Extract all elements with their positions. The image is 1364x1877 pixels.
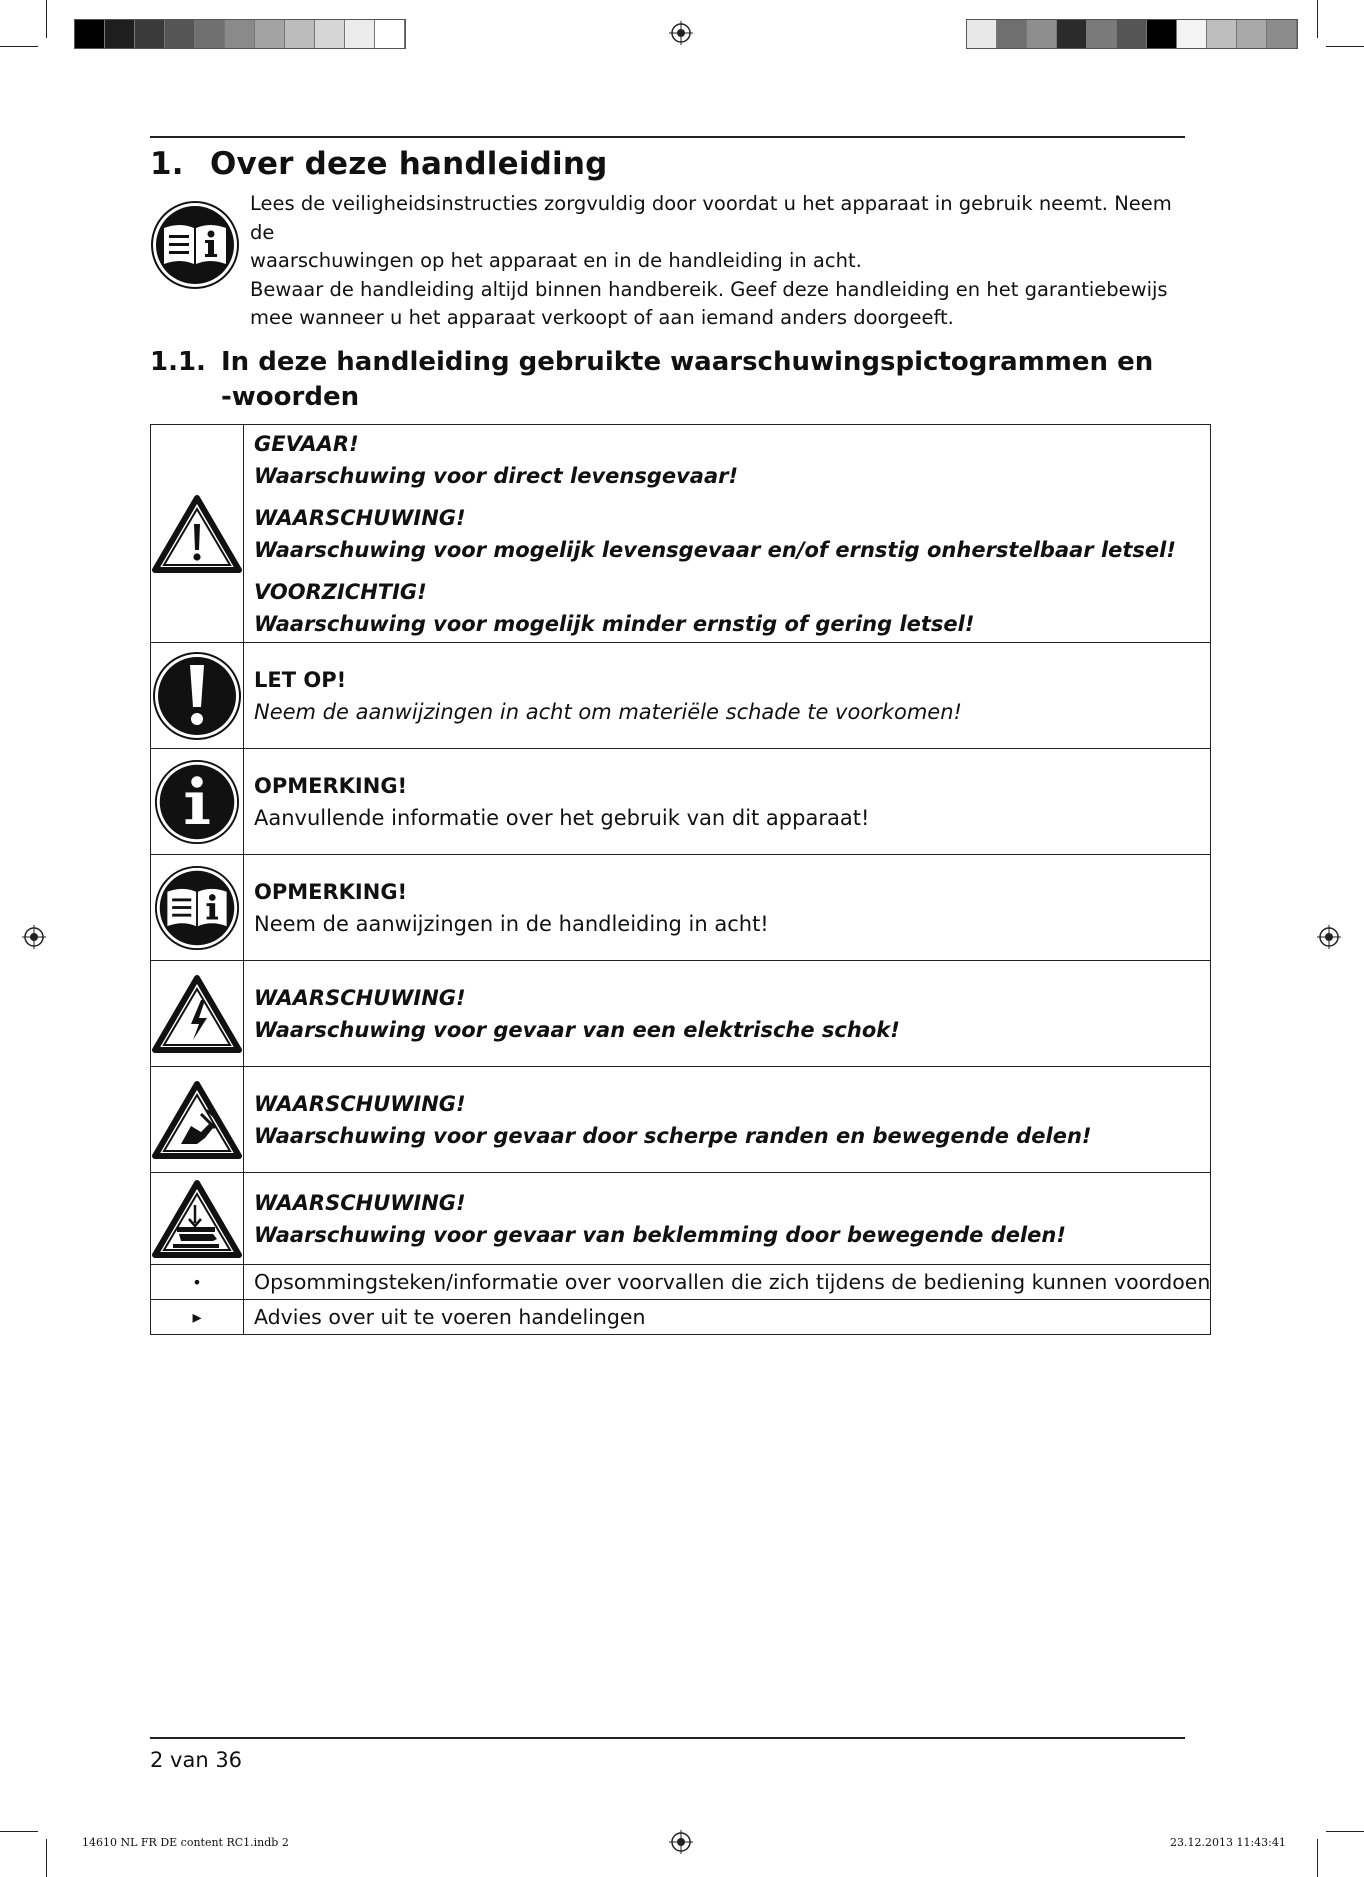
- table-row: [151, 1300, 1211, 1335]
- intro-text: [250, 190, 1190, 333]
- signal-description: Neem de aanwijzingen in de handleiding in acht!: [254, 911, 769, 936]
- color-swatch: [1057, 20, 1087, 48]
- crop-mark: [0, 46, 38, 47]
- print-slug-right: 23.12.2013 11:43:41: [1170, 1836, 1286, 1849]
- crop-mark: [46, 1839, 47, 1877]
- exclamation-circle-icon: [152, 651, 242, 741]
- color-swatch: [375, 20, 405, 48]
- electric-shock-icon: [151, 974, 243, 1054]
- color-swatch: [1267, 20, 1297, 48]
- color-swatch: [315, 20, 345, 48]
- icon-cell: [151, 643, 244, 749]
- signal-description: Waarschuwing voor mogelijk minder ernstig of gering letsel!: [254, 611, 975, 636]
- registration-mark-icon: [22, 925, 46, 949]
- warning-triangle-icon: [151, 494, 243, 574]
- table-row: [151, 1173, 1211, 1265]
- signal-word: WAARSCHUWING!: [254, 1091, 466, 1116]
- arrow-right-icon: ▸: [151, 1300, 244, 1335]
- icon-cell: [151, 425, 244, 643]
- icon-cell: [151, 1067, 244, 1173]
- registration-mark-icon: [669, 21, 693, 45]
- signal-word: OPMERKING!: [254, 879, 408, 904]
- color-swatch: [345, 20, 375, 48]
- color-swatch: [1147, 20, 1177, 48]
- crop-mark: [1317, 0, 1318, 38]
- crush-hazard-icon: [151, 1179, 243, 1259]
- info-circle-icon: [154, 759, 240, 845]
- text-cell: [244, 643, 1211, 749]
- icon-cell: [151, 1173, 244, 1265]
- signal-word: WAARSCHUWING!: [254, 985, 466, 1010]
- signal-description: Opsommingsteken/informatie over voorvallen die zich tijdens de bediening kunnen voordoen: [244, 1265, 1211, 1300]
- intro-line: Lees de veiligheidsinstructies zorgvuldig door voordat u het apparaat in gebruik neemt. Neem de: [250, 192, 1172, 244]
- icon-cell: [151, 855, 244, 961]
- section-number: 1.: [150, 146, 184, 182]
- color-swatch: [967, 20, 997, 48]
- table-row: [151, 1067, 1211, 1173]
- crop-mark: [1326, 46, 1364, 47]
- print-slug-left: 14610 NL FR DE content RC1.indb 2: [82, 1836, 289, 1849]
- intro-line: Bewaar de handleiding altijd binnen handbereik. Geef deze handleiding en het garantiebewijs: [250, 277, 1168, 301]
- color-swatch: [75, 20, 105, 48]
- subsection-title-line1: In deze handleiding gebruikte waarschuwingspictogrammen en: [221, 347, 1154, 377]
- color-swatch: [1087, 20, 1117, 48]
- crop-mark: [1317, 1839, 1318, 1877]
- color-swatch: [1027, 20, 1057, 48]
- color-swatch: [225, 20, 255, 48]
- table-row: [151, 855, 1211, 961]
- signal-description: Waarschuwing voor direct levensgevaar!: [254, 463, 739, 488]
- text-cell: [244, 855, 1211, 961]
- subsection-number: 1.1.: [150, 347, 206, 377]
- subsection-heading: [150, 345, 1153, 415]
- signal-word: LET OP!: [254, 667, 347, 692]
- sharp-edges-icon: [151, 1080, 243, 1160]
- color-bar-right: [966, 19, 1298, 49]
- text-cell: [244, 1173, 1211, 1265]
- color-swatch: [255, 20, 285, 48]
- table-row: [151, 1265, 1211, 1300]
- intro-line: mee wanneer u het apparaat verkoopt of aan iemand anders doorgeeft.: [250, 306, 954, 329]
- section-heading: [150, 146, 608, 182]
- text-cell: [244, 1067, 1211, 1173]
- crop-mark: [0, 1831, 38, 1832]
- color-swatch: [105, 20, 135, 48]
- signal-description: Waarschuwing voor gevaar door scherpe randen en bewegende delen!: [254, 1123, 1092, 1148]
- text-cell: [244, 961, 1211, 1067]
- color-swatch: [195, 20, 225, 48]
- signal-description: Neem de aanwijzingen in acht om materiële schade te voorkomen!: [254, 699, 962, 724]
- crop-mark: [1326, 1831, 1364, 1832]
- signal-group: [254, 576, 1210, 640]
- top-rule: [150, 136, 1185, 138]
- section-title: Over deze handleiding: [210, 146, 608, 182]
- color-swatch: [135, 20, 165, 48]
- subsection-title-line2: -woorden: [221, 382, 360, 412]
- color-swatch: [1207, 20, 1237, 48]
- icon-cell: [151, 961, 244, 1067]
- signal-word: WAARSCHUWING!: [254, 505, 466, 530]
- signal-description: Advies over uit te voeren handelingen: [244, 1300, 1211, 1335]
- signal-word: VOORZICHTIG!: [254, 579, 427, 604]
- color-swatch: [1177, 20, 1207, 48]
- page-number: 2 van 36: [150, 1748, 243, 1772]
- table-row: [151, 425, 1211, 643]
- text-cell: [244, 425, 1211, 643]
- signal-word: WAARSCHUWING!: [254, 1190, 466, 1215]
- signal-word: OPMERKING!: [254, 773, 408, 798]
- signal-group: [254, 502, 1210, 566]
- color-swatch: [1117, 20, 1147, 48]
- color-swatch: [165, 20, 195, 48]
- signal-description: Waarschuwing voor mogelijk levensgevaar en/of ernstig onherstelbaar letsel!: [254, 537, 1176, 562]
- crop-mark: [46, 0, 47, 38]
- color-bar-left: [74, 19, 406, 49]
- signal-description: Waarschuwing voor gevaar van een elektrische schok!: [254, 1017, 900, 1042]
- bullet-dot-icon: •: [151, 1265, 244, 1300]
- color-swatch: [997, 20, 1027, 48]
- intro-line: waarschuwingen op het apparaat en in de handleiding in acht.: [250, 249, 862, 272]
- signal-description: Aanvullende informatie over het gebruik van dit apparaat!: [254, 805, 870, 830]
- registration-mark-icon: [1317, 925, 1341, 949]
- color-swatch: [1237, 20, 1267, 48]
- footer-rule: [150, 1737, 1185, 1739]
- registration-mark-icon: [669, 1830, 693, 1854]
- manual-book-icon: [154, 865, 240, 951]
- manual-book-icon: [150, 200, 240, 290]
- table-row: [151, 961, 1211, 1067]
- table-row: [151, 643, 1211, 749]
- signal-word: GEVAAR!: [254, 431, 359, 456]
- signal-group: [254, 428, 1210, 492]
- table-row: [151, 749, 1211, 855]
- icon-cell: [151, 749, 244, 855]
- color-swatch: [285, 20, 315, 48]
- signal-description: Waarschuwing voor gevaar van beklemming door bewegende delen!: [254, 1222, 1066, 1247]
- text-cell: [244, 749, 1211, 855]
- warning-symbols-table: [150, 424, 1211, 1335]
